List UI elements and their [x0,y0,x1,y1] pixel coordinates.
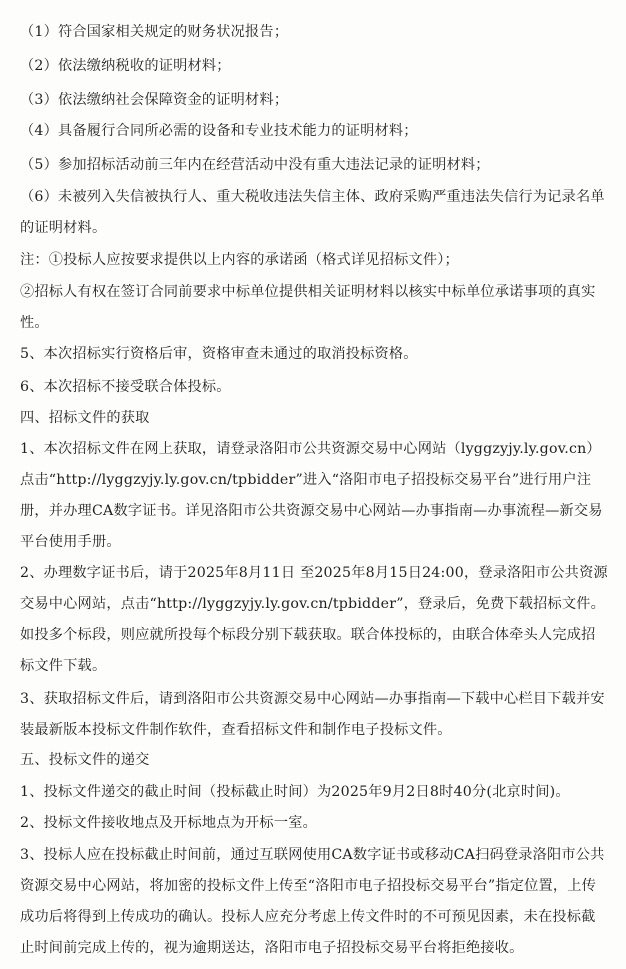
paragraph-item-5: 5、本次招标实行资格后审，资格审查未通过的取消投标资格。 [20,346,418,362]
paragraph-acquire-3: 3、获取招标文件后，请到洛阳市公共资源交易中心网站—办事指南—下载中心栏目下载并安装最新版本投标文件制作软件，查看招标文件和制作电子投标文件。 [20,691,605,738]
paragraph-submit-1: 1、投标文件递交的截止时间（投标截止时间）为2025年9月2日8时40分(北京时间)。 [20,784,570,800]
paragraph-note-1: 注：①投标人应按要求提供以上内容的承诺函（格式详见招标文件）； [20,252,459,268]
paragraph-acquire-2: 2、办理数字证书后，请于2025年8月11日 至2025年8月15日24:00，登录洛阳市公共资源交易中心网站，点击“http://lyggzyjy.ly.gov.cn/tpbidder”，登录后，免费下载招标文件。如投多个标段，则应就所投每个标段分别下载获取。联合体投标的，由联合体牵头人完成招标文件下载。 [20,565,608,674]
paragraph-requirement-2: （2）依法缴纳税收的证明材料； [20,58,231,74]
paragraph-requirement-6: （6）未被列入失信被执行人、重大税收违法失信主体、政府采购严重违法失信行为记录名单的证明材料。 [20,189,605,236]
paragraph-requirement-1: （1）符合国家相关规定的财务状况报告； [20,24,289,40]
paragraph-item-6: 6、本次招标不接受联合体投标。 [20,379,231,395]
paragraph-requirement-4: （4）具备履行合同所必需的设备和专业技术能力的证明材料； [20,123,418,139]
paragraph-note-2: ②招标人有权在签订合同前要求中标单位提供相关证明材料以核实中标单位承诺事项的真实性。 [20,284,596,331]
section-heading-4: 四、招标文件的获取 [20,410,150,426]
section-heading-5: 五、投标文件的递交 [20,752,150,768]
paragraph-requirement-5: （5）参加招标活动前三年内在经营活动中没有重大违法记录的证明材料； [20,157,490,173]
paragraph-submit-2: 2、投标文件接收地点及开标地点为开标一室。 [20,815,317,831]
paragraph-requirement-3: （3）依法缴纳社会保障资金的证明材料； [20,92,289,108]
paragraph-acquire-1: 1、本次招标文件在网上获取，请登录洛阳市公共资源交易中心网站（lyggzyjy.ly.gov.cn）点击“http://lyggzyjy.ly.gov.cn/tpbidder”进入“洛阳市电子招投标交易平台”进行用户注册，并办理CA数字证书。详见洛阳市公共资源交易中心网站—办事指南—办事流程—新交易平台使用手册。 [20,441,603,550]
paragraph-submit-3: 3、投标人应在投标截止时间前，通过互联网使用CA数字证书或移动CA扫码登录洛阳市公共资源交易中心网站，将加密的投标文件上传至“洛阳市电子招投标交易平台”指定位置，上传成功后将得到上传成功的确认。投标人应充分考虑上传文件时的不可预见因素，未在投标截止时间前完成上传的，视为逾期送达，洛阳市电子招投标交易平台将拒绝接收。 [20,847,605,956]
